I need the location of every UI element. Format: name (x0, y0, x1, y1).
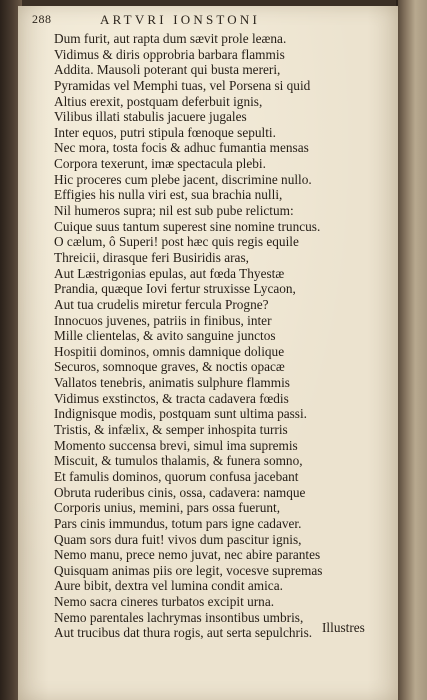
verse-line: Effigies his nulla viri est, sua brachia nulli, (54, 187, 283, 203)
verse-line: Hic proceres cum plebe jacent, discrimine nullo. (54, 171, 312, 187)
verse-line: Quisquam animas piis ore legit, vocesve supremas (54, 562, 323, 578)
page-header (32, 12, 382, 30)
verse-line: Altius erexit, postquam deferbuit ignis, (54, 93, 263, 109)
verse-line: Dum furit, aut rapta dum sævit prole leæna. (54, 31, 287, 46)
verse-line: Miscuit, & tumulos thalamis, & funera somno, (54, 453, 303, 469)
page-number: 288 (32, 12, 52, 26)
verse-line: Corpora texerunt, imæ spectacula plebi. (54, 156, 266, 172)
verse-line: Nil humeros supra; nil est sub pube relictum: (54, 203, 294, 219)
verse-line: O cælum, ô Superi! post hæc quis regis equile (54, 234, 299, 250)
verse-line: Obruta ruderibus cinis, ossa, cadavera: namque (54, 484, 306, 500)
verse-line: Addita. Mausoli poterant qui busta mereri, (54, 62, 281, 78)
verse-line: Nemo sacra cineres turbatos excipit urna. (54, 594, 275, 610)
verse-line: Hospitii dominos, omnis damnique dolique (54, 343, 285, 359)
verse-line: Indignisque modis, postquam sunt ultima passi. (54, 406, 308, 422)
verse-line: Pars cinis immundus, totum pars igne cadaver. (54, 515, 302, 531)
verse-line: Securos, somnoque graves, & noctis opacæ (54, 359, 285, 375)
verse-line: Tristis, & infælix, & semper inhospita turris (54, 422, 288, 438)
verse-line: Aut Læstrigonias epulas, aut fœda Thyestæ (54, 265, 285, 281)
verse-line: Nemo manu, prece nemo juvat, nec abire parantes (54, 547, 321, 563)
facing-page-edge (398, 0, 427, 700)
catchword: Illustres (322, 620, 365, 635)
verse-line: Inter equos, putri stipula fœnoque sepulti. (54, 124, 276, 140)
verse-line: Prandia, quæque Iovi fertur struxisse Lycaon, (54, 281, 296, 297)
verse-line: Aure bibit, dextra vel lumina condit amica. (54, 578, 283, 594)
verse-line: Et famulis dominos, quorum confusa jacebant (54, 468, 299, 484)
verse-line: Aut tua crudelis miretur fercula Progne? (54, 296, 269, 312)
verse-line: Momento succensa brevi, simul ima supremis (54, 437, 298, 453)
verse-line: Threicii, dirasque feri Busiridis aras, (54, 249, 249, 265)
verse-line: Innocuos juvenes, patriis in finibus, inter (54, 312, 272, 328)
verse-line: Corporis unius, memini, pars ossa fuerunt, (54, 500, 281, 516)
verse-line: Nemo parentales lachrymas insontibus umbris, (54, 609, 304, 625)
poem-text (54, 31, 384, 641)
book-page (18, 6, 398, 700)
verse-line: Vallatos tenebris, animatis sulphure flammis (54, 375, 290, 391)
verse-line: Pyramidas vel Memphi tuas, vel Porsena si quid (54, 77, 311, 93)
verse-line: Vidimus exstinctos, & tracta cadavera fœdis (54, 390, 289, 406)
verse-line: Aut trucibus dat thura rogis, aut serta sepulchris. (54, 625, 313, 641)
verse-line: Cuique suus tantum superest sine nomine truncus. (54, 218, 321, 234)
verse-line: Vilibus illati stabulis jacuere jugales (54, 109, 247, 125)
verse-line: Quam sors dura fuit! vivos dum pascitur ignis, (54, 531, 302, 547)
verse-line: Nec mora, tosta focis & adhuc fumantia mensas (54, 140, 309, 156)
verse-line: Vidimus & diris opprobria barbara flammis (54, 46, 285, 62)
verse-line: Mille clientelas, & avito sanguine junctos (54, 328, 276, 344)
running-head: ARTVRI IONSTONI (100, 12, 261, 27)
